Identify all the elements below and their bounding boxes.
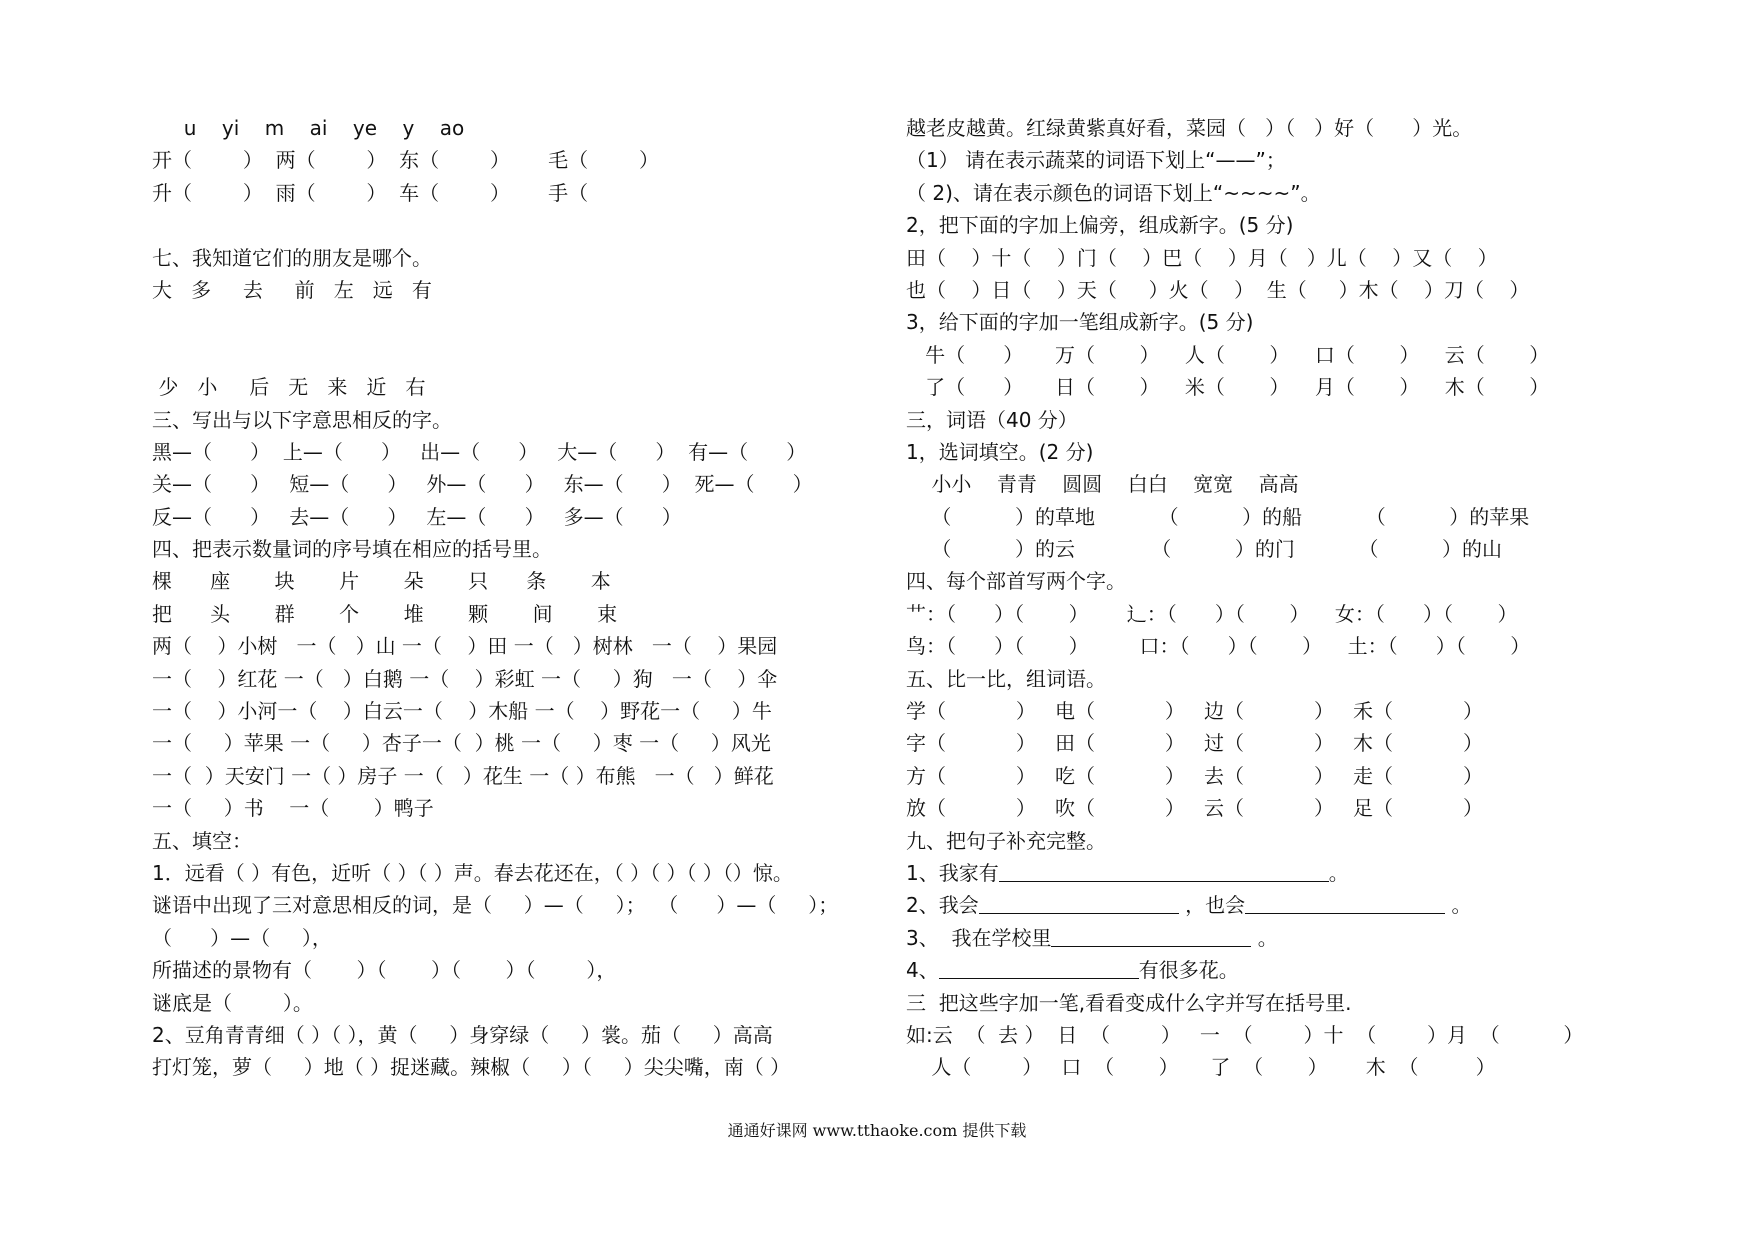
text-line: 字（ ） 田（ ） 过（ ） 木（ ） xyxy=(906,731,1483,756)
section-heading: 1，选词填空。(2 分) xyxy=(906,439,1094,464)
text-line: 如:云 （ 去 ） 日 （ ） 一 （ ）十 （ ）月 （ ） xyxy=(906,1022,1584,1047)
text-line: 谜语中出现了三对意思相反的词，是（ ）—（ ）； （ ）—（ ）； xyxy=(152,893,839,918)
text-line: 打灯笼，萝（ ）地（ ）捉迷藏。辣椒（ ）（ ）尖尖嘴，南（ ） xyxy=(152,1055,791,1080)
section-heading: 五、比一比，组词语。 xyxy=(906,666,1106,691)
text-line: 关—（ ） 短—（ ） 外—（ ） 东—（ ） 死—（ ） xyxy=(152,472,813,497)
text: 。 xyxy=(1328,860,1349,885)
text: 2、我会 xyxy=(906,893,979,918)
text-line: 把 头 群 个 堆 颗 间 束 xyxy=(152,601,618,626)
text-line: 也（ ）日（ ）天（ ）火（ ） 生（ ）木（ ）刀（ ） xyxy=(906,277,1530,302)
text-line: （ ）的草地 （ ）的船 （ ）的苹果 xyxy=(906,504,1530,529)
text-line: 少 小 后 无 来 近 右 xyxy=(152,375,426,400)
word-bank: 小小 青青 圆圆 白白 宽宽 高高 xyxy=(906,472,1299,497)
text-line: 鸟：（ ）（ ） 口：（ ）（ ） 土：（ ）（ ） xyxy=(906,634,1531,659)
text: ，也会 xyxy=(1178,893,1246,918)
text-line: 艹：（ ）（ ） 辶：（ ）（ ） 女：（ ）（ ） xyxy=(906,601,1518,626)
section-heading: 3，给下面的字加一笔组成新字。(5 分) xyxy=(906,310,1254,335)
text-line: 了（ ） 日（ ） 米（ ） 月（ ） 木（ ） xyxy=(906,375,1550,400)
text-line: 大 多 去 前 左 远 有 xyxy=(152,277,432,302)
right-column xyxy=(906,112,1626,1084)
text-line: 方（ ） 吃（ ） 去（ ） 走（ ） xyxy=(906,763,1483,788)
text: 有很多花。 xyxy=(1138,958,1239,983)
text-line: 牛（ ） 万（ ） 人（ ） 口（ ） 云（ ） xyxy=(906,342,1550,367)
text-line: 一（ ）书 一（ ）鸭子 xyxy=(152,796,434,821)
answer-blank[interactable] xyxy=(1245,893,1445,914)
text-line: 1．远看（ ）有色，近听（ ）（ ）声。春去花还在，（ ）（ ）（ ）（）惊。 xyxy=(152,860,793,885)
section-heading: 三，词语（40 分） xyxy=(906,407,1078,432)
section-heading: 2，把下面的字加上偏旁，组成新字。(5 分) xyxy=(906,213,1294,238)
text-line: （ ）—（ ）， xyxy=(152,925,332,950)
left-column xyxy=(152,112,882,1084)
text-line: 两（ ）小树 一（ ）山 一（ ）田 一（ ）树林 一（ ）果园 xyxy=(152,634,778,659)
section-heading: 七、我知道它们的朋友是哪个。 xyxy=(152,245,432,270)
answer-blank[interactable] xyxy=(939,958,1139,979)
text-line: 开（ ） 两（ ） 东（ ） 毛（ ） xyxy=(152,148,660,173)
text-line: 放（ ） 吹（ ） 云（ ） 足（ ） xyxy=(906,796,1483,821)
text-line: （ 2)、请在表示颜色的词语下划上“~~~~”。 xyxy=(906,180,1321,205)
text-line: 谜底是（ ）。 xyxy=(152,990,313,1015)
text-line: 一（ ）红花 一（ ）白鹅 一（ ）彩虹 一（ ）狗 一（ ）伞 xyxy=(152,666,778,691)
text-line: 田（ ）十（ ）门（ ）巴（ ）月（ ）儿（ ）又（ ） xyxy=(906,245,1498,270)
text: 3、 我在学校里 xyxy=(906,925,1052,950)
answer-blank[interactable] xyxy=(1051,926,1251,947)
text-line: （1） 请在表示蔬菜的词语下划上“——”； xyxy=(906,148,1286,173)
text-line: 2、豆角青青细（ ）（ ），黄（ ）身穿绿（ ）裳。茄（ ）高高 xyxy=(152,1022,773,1047)
text-line: 越老皮越黄。红绿黄紫真好看，菜园（ ）（ ）好（ ）光。 xyxy=(906,116,1473,140)
pinyin-line: u yi m ai ye y ao xyxy=(152,116,465,140)
section-heading: 九、把句子补充完整。 xyxy=(906,828,1106,853)
text-line: 升（ ） 雨（ ） 车（ ） 手（ xyxy=(152,180,589,205)
answer-blank[interactable] xyxy=(999,861,1329,882)
text: 1、我家有 xyxy=(906,860,999,885)
fill-line-2 xyxy=(906,889,1626,921)
text-line: 黑—（ ） 上—（ ） 出—（ ） 大—（ ） 有—（ ） xyxy=(152,439,807,464)
section-heading: 四、每个部首写两个字。 xyxy=(906,569,1126,594)
spacer xyxy=(152,306,882,338)
text-line: 一（ ）天安门 一（ ）房子 一（ ）花生 一（ ）布熊 一（ ）鲜花 xyxy=(152,763,774,788)
fill-line-4 xyxy=(906,954,1626,986)
text-line: 一（ ）小河一（ ）白云一（ ）木船 一（ ）野花一（ ）牛 xyxy=(152,699,772,724)
answer-blank[interactable] xyxy=(979,893,1179,914)
text-line: 人（ ） 口 （ ） 了 （ ） 木 （ ） xyxy=(906,1055,1496,1080)
text-line: 棵 座 块 片 朵 只 条 本 xyxy=(152,569,611,594)
spacer xyxy=(152,209,882,241)
spacer xyxy=(152,339,882,371)
text-line: 一（ ）苹果 一（ ）杏子一（ ）桃 一（ ）枣 一（ ）风光 xyxy=(152,731,771,756)
text-line: 所描述的景物有（ ）（ ）（ ）（ ）， xyxy=(152,958,617,983)
text: 。 xyxy=(1445,893,1472,918)
text-line: 学（ ） 电（ ） 边（ ） 禾（ ） xyxy=(906,699,1483,724)
text: 4、 xyxy=(906,958,939,983)
fill-line-3 xyxy=(906,922,1626,954)
text-line: （ ）的云 （ ）的门 （ ）的山 xyxy=(906,537,1503,562)
section-heading: 五、填空： xyxy=(152,828,252,853)
section-heading: 四、把表示数量词的序号填在相应的括号里。 xyxy=(152,537,552,562)
text-line: 反—（ ） 去—（ ） 左—（ ） 多—（ ） xyxy=(152,504,682,529)
footer: 通通好课网 www.tthaoke.com 提供下载 xyxy=(727,1121,1027,1140)
section-heading: 三 把这些字加一笔,看看变成什么字并写在括号里. xyxy=(906,990,1352,1015)
fill-line-1 xyxy=(906,857,1626,889)
text: 。 xyxy=(1251,925,1278,950)
section-heading: 三、写出与以下字意思相反的字。 xyxy=(152,407,452,432)
